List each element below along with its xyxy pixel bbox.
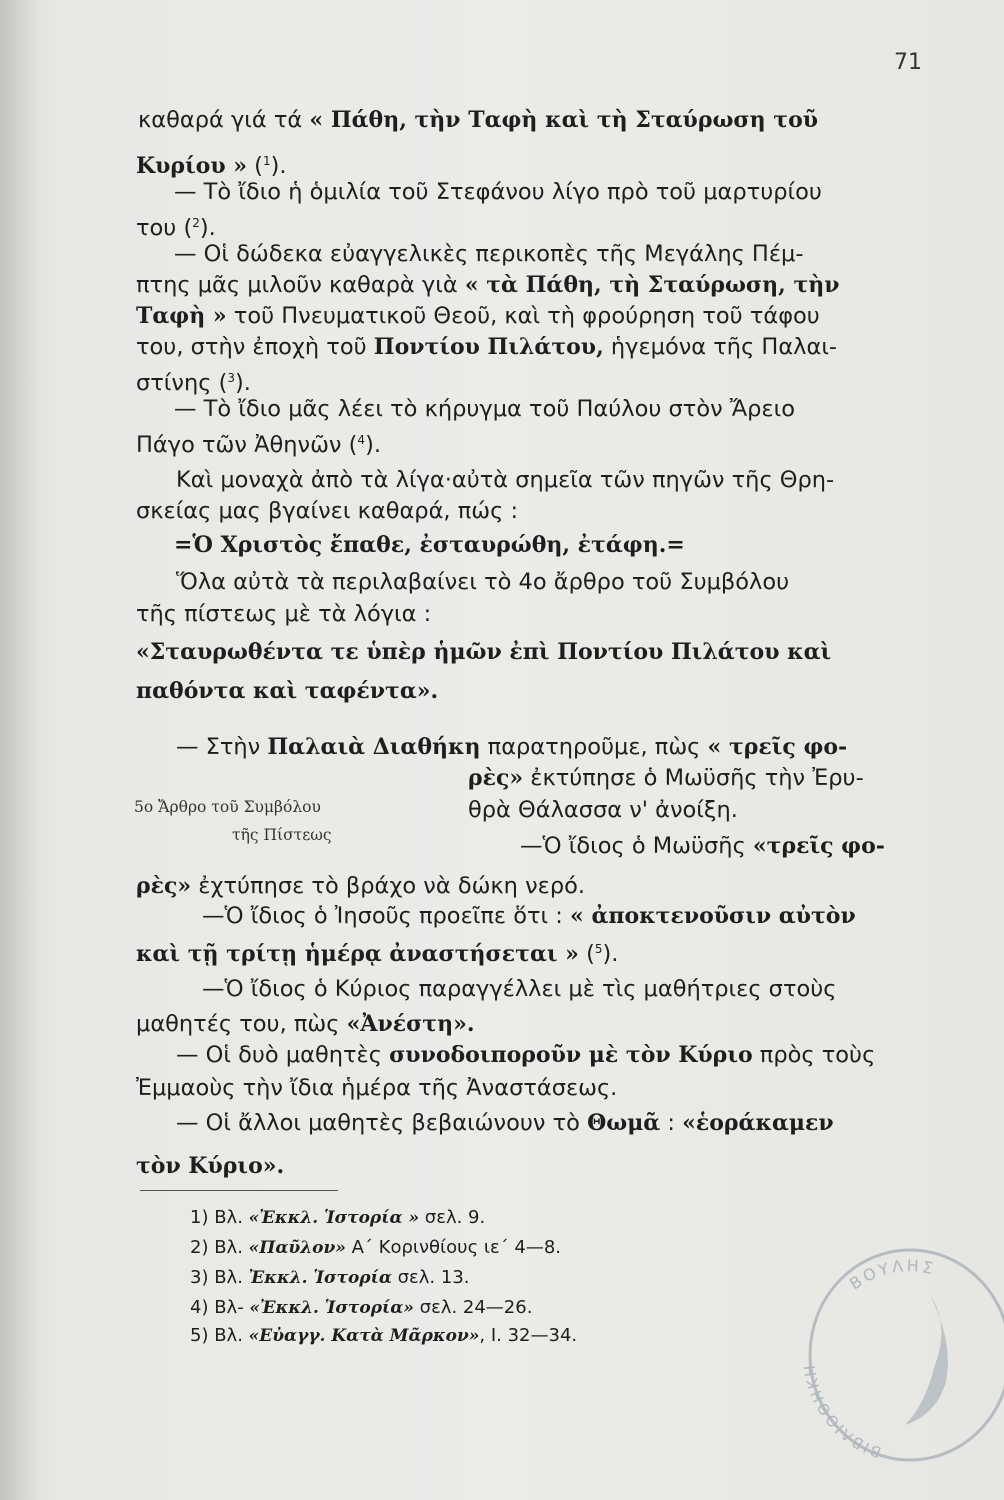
footnote-3: 3) Βλ. Ἐκκλ. Ἱστορία σελ. 13.: [190, 1267, 470, 1288]
footnote-1: 1) Βλ. «Ἐκκλ. Ἱστορία » σελ. 9.: [190, 1207, 486, 1228]
text-line-14: =Ὁ Χριστὸς ἔπαθε, ἐσταυρώθη, ἐτάφη.=: [174, 532, 685, 558]
text-line-15: Ὅλα αὐτὰ τὰ περιλαβαίνει τὸ 4ο ἄρθρο τοῦ Συμβόλου: [176, 569, 790, 595]
text-line-25: καὶ τῇ τρίτῃ ἡμέρᾳ ἀναστήσεται » ($^5$).: [136, 941, 619, 967]
text-line-1: καθαρά γιά τά « Πάθη, τὴν Ταφὴ καὶ τὴ Σταύρωση τοῦ: [138, 107, 819, 133]
text-line-18: παθόντα καὶ ταφέντα».: [136, 678, 439, 704]
margin-note-line-2: τῆς Πίστεως: [232, 826, 332, 844]
text-line-31: τὸν Κύριο».: [136, 1153, 285, 1179]
text-line-6: πτης μᾶς μιλοῦν καθαρὰ γιὰ « τὰ Πάθη, τὴ Σταύρωση, τὴν: [136, 272, 840, 298]
text-line-8: του, στὴν ἐποχὴ τοῦ Ποντίου Πιλάτου, ἡγεμόνα τῆς Παλαι-: [136, 334, 838, 360]
text-line-17: «Σταυρωθέντα τε ὑπὲρ ἡμῶν ἐπὶ Ποντίου Πιλάτου καὶ: [136, 639, 832, 665]
text-line-11: Πάγο τῶν Ἀθηνῶν ($^4$).: [136, 432, 381, 458]
text-line-9: στίνης ($^3$).: [136, 370, 251, 396]
text-line-10: — Τὸ ἴδιο μᾶς λέει τὸ κήρυγμα τοῦ Παύλου στὸν Ἄρειο: [174, 396, 795, 422]
text-line-22: —Ὁ ἴδιος ὁ Μωϋσῆς «τρεῖς φο-: [520, 833, 885, 859]
footnote-4: 4) Βλ- «Ἐκκλ. Ἱστορία» σελ. 24—26.: [190, 1297, 533, 1318]
page-number: 71: [894, 50, 922, 75]
text-line-12: Καὶ μοναχὰ ἀπὸ τὰ λίγα·αὐτὰ σημεῖα τῶν πηγῶν τῆς Θρη-: [176, 467, 835, 493]
text-line-28: — Οἱ δυὸ μαθητὲς συνοδοιποροῦν μὲ τὸν Κύριο πρὸς τοὺς: [176, 1042, 876, 1068]
text-line-20: ρὲς» ἐκτύπησε ὁ Μωϋσῆς τὴν Ἐρυ-: [468, 765, 864, 791]
library-stamp: [780, 1215, 1004, 1465]
stamp-figure-icon: [905, 1295, 948, 1425]
footnote-2: 2) Βλ. «Παῦλον» Α΄ Κορινθίους ιε΄ 4—8.: [190, 1237, 562, 1258]
text-line-30: — Οἱ ἄλλοι μαθητὲς βεβαιώνουν τὸ Θωμᾶ : «ἑοράκαμεν: [176, 1110, 834, 1136]
footnote-5: 5) Βλ. «Εὐαγγ. Κατὰ Μᾶρκον», Ι. 32—34.: [190, 1325, 578, 1346]
text-line-26: —Ὁ ἴδιος ὁ Κύριος παραγγέλλει μὲ τὶς μαθήτριες στοὺς: [202, 976, 837, 1002]
text-line-5: — Οἱ δώδεκα εὐαγγελικὲς περικοπὲς τῆς Μεγάλης Πέμ-: [174, 241, 804, 267]
margin-note-line-1: 5ο Ἄρθρο τοῦ Συμβόλου: [134, 798, 321, 816]
text-line-23: ρὲς» ἐχτύπησε τὸ βράχο νὰ δώκη νερό.: [136, 873, 586, 899]
stamp-side-text: ΒΙΒΛΙΟΘΗΚΗ: [800, 1362, 884, 1462]
footnote-divider: [140, 1190, 338, 1191]
text-line-2: Κυρίου » ($^1$).: [136, 153, 287, 179]
text-line-21: θρὰ Θάλασσα ν' ἀνοίξη.: [468, 797, 738, 823]
text-line-7: Ταφὴ » τοῦ Πνευματικοῦ Θεοῦ, καὶ τὴ φρούρηση τοῦ τάφου: [136, 303, 820, 329]
text-line-29: Ἐμμαοὺς τὴν ἴδια ἡμέρα τῆς Ἀναστάσεως.: [136, 1075, 618, 1101]
text-line-3: — Τὸ ἴδιο ἡ ὁμιλία τοῦ Στεφάνου λίγο πρὸ τοῦ μαρτυρίου: [174, 179, 822, 205]
text-line-4: του ($^2$).: [136, 215, 216, 241]
text-line-27: μαθητές του, πὼς «Ἀνέστη».: [136, 1011, 475, 1037]
text-line-24: —Ὁ ἴδιος ὁ Ἰησοῦς προεῖπε ὅτι : « ἀποκτενοῦσιν αὐτὸν: [202, 903, 856, 929]
text-line-19: — Στὴν Παλαιὰ Διαθήκη παρατηροῦμε, πὼς « τρεῖς φο-: [176, 734, 848, 760]
text-line-16: τῆς πίστεως μὲ τὰ λόγια :: [136, 601, 432, 627]
text-line-13: σκείας μας βγαίνει καθαρά, πώς :: [136, 498, 519, 524]
binding-shadow: [0, 0, 40, 1500]
stamp-top-text: ΒΟΥΛΗΣ: [846, 1256, 938, 1294]
